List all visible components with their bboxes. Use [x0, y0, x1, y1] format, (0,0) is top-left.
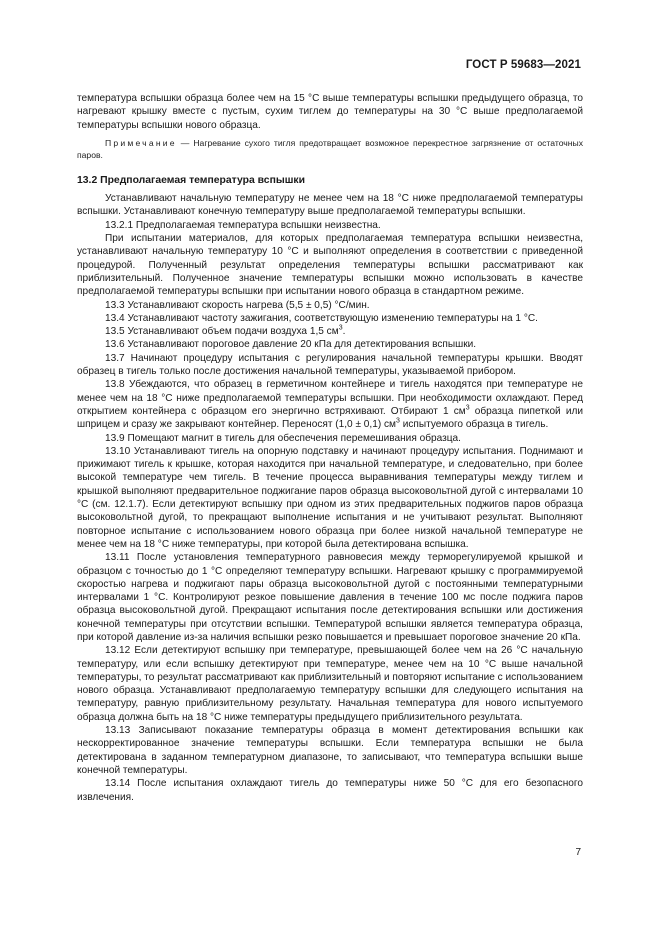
paragraph-13-7: 13.7 Начинают процедуру испытания с регулирования начальной температуры крышки. Вводят образец в тигель только после достижения начальной температуры, указываемой прибором.: [77, 352, 583, 378]
paragraph-13-13: 13.13 Записывают показание температуры образца в момент детектирования вспышки как нескорректированное значение температуры вспышки. Если температура вспышки не была детектирована в заданном температурном диапазоне, то записывают, что температура вспышки выше конечной температуры.: [77, 725, 583, 776]
paragraph-13-4: 13.4 Устанавливают частоту зажигания, соответствующую изменению температуры на 1 °С.: [105, 312, 538, 324]
paragraph-13-12: 13.12 Если детектируют вспышку при температуре, превышающей более чем на 26 °С начальную температуру, или если вспышку детектируют при температуре, менее чем на 10 °С выше начальной температуры, то результат рассматривают как приблизительный и повторяют испытание с использованием нового образца. Устанавливают предполагаемую температуру вспышки для следующего испытания на температуру, равную приблизительному результату. Начальная температура для нового испытуемого образца должна быть на 18 °С ниже температуры предыдущего приблизительного результата.: [77, 645, 583, 723]
paragraph-13-10: 13.10 Устанавливают тигель на опорную подставку и начинают процедуру испытания. Поднимают и прижимают тигель к крышке, которая находится при начальной температуре, и следовательно, при более высокой температуре чем тигель. В течение процесса выравнивания температуры между тиглем и крышкой выполняют предварительное поджигание паров образца высоковольтной дугой с интервалами 10 °С (см. 12.1.7). Если детектируют вспышку при одном из этих предварительных поджигов паров образца высоковольтной дугой, то прекращают выполнение испытания и не учитывают результат. Выполняют повторное испытание с использованием нового образца при более низкой начальной температуре не менее чем на 18 °С ниже температуры, при которой была детектирована вспышка.: [77, 445, 583, 550]
paragraph-13-14: 13.14 После испытания охлаждают тигель до температуры ниже 50 °С для его безопасного извлечения.: [77, 778, 583, 803]
note-label: Примечание: [105, 137, 177, 148]
paragraph-13-9: 13.9 Помещают магнит в тигель для обеспечения перемешивания образца.: [105, 432, 461, 444]
paragraph-start-temp: Устанавливают начальную температуру не менее чем на 18 °С ниже предполагаемой температуры вспышки. Устанавливают конечную температуру выше предполагаемой температуры вспышки.: [77, 193, 583, 218]
paragraph-13-5: [77, 325, 583, 338]
paragraph-13-3: 13.3 Устанавливают скорость нагрева (5,5 ± 0,5) °С/мин.: [105, 299, 370, 311]
superscript: 3: [465, 404, 470, 412]
paragraph-intro: температура вспышки образца более чем на 15 °С выше температуры вспышки предыдущего образца, то нагревают крышку вместе с пустым, сухим тиглем до температуры на 30 °С выше предполагаемой температуры вспышки нового образца.: [77, 93, 583, 131]
paragraph-13-8-part2: образца пипеткой или шприцем и сразу же закрывают контейнер. Переносят (1,0 ± 0,1) см: [77, 405, 583, 431]
page-number: 7: [575, 847, 581, 858]
paragraph-13-8: [77, 378, 583, 431]
paragraph-13-2-1: 13.2.1 Предполагаемая температура вспышки неизвестна.: [105, 219, 381, 231]
document-body: [77, 92, 583, 804]
paragraph-13-8-part3: испытуемого образца в тигель.: [399, 419, 549, 431]
document-header: ГОСТ Р 59683—2021: [465, 59, 581, 71]
superscript: 3: [395, 417, 400, 425]
paragraph-13-8-part1: 13.8 Убеждаются, что образец в герметичном контейнере и тигель находятся при температуре не менее чем на 18 °С ниже предполагаемой температуры вспышки. При необходимости охлаждают. Перед открытием контейнера с образцом его энергично встряхивают. Отбирают 1 см: [77, 379, 583, 417]
note: [77, 137, 583, 161]
paragraph-13-5-text: 13.5 Устанавливают объем подачи воздуха 1,5 см: [105, 326, 339, 338]
section-title: 13.2 Предполагаемая температура вспышки: [77, 174, 305, 186]
superscript: 3: [338, 324, 343, 332]
paragraph-13-11: 13.11 После установления температурного равновесия между терморегулируемой крышкой и образцом с точностью до 1 °С определяют температуру вспышки. Нагревают крышку с программируемой скоростью нагрева и поджигают пары образца высоковольтной дугой с постоянными температурными интервалами 1 °С. Контролируют резкое повышение давления в течение 100 мс после поджига паров образца высоковольтной дугой. Прекращают испытания после детектирования вспышки или достижения конечной температуры при отсутствии вспышки. Температурой вспышки является температура образца, при которой давление из-за наличия вспышки резко повышается и превышает пороговое значение 20 кПа.: [77, 552, 583, 643]
note-text: — Нагревание сухого тигля предотвращает возможное перекрестное загрязнение от остаточных паров.: [77, 137, 583, 160]
paragraph-13-6: 13.6 Устанавливают пороговое давление 20 кПа для детектирования вспышки.: [105, 339, 477, 351]
paragraph-13-5-end: .: [342, 326, 346, 338]
paragraph-unknown-temp: При испытании материалов, для которых предполагаемая температура вспышки неизвестна, устанавливают начальную температуру 10 °С и выполняют определения в соответствии с приведенной процедурой. Полученный результат определения температуры вспышки рассматривают как приблизительный. Полученное значение температуры вспышки можно использовать в качестве предполагаемой температуры вспышки при испытании нового образца в стандартном режиме.: [77, 233, 583, 298]
